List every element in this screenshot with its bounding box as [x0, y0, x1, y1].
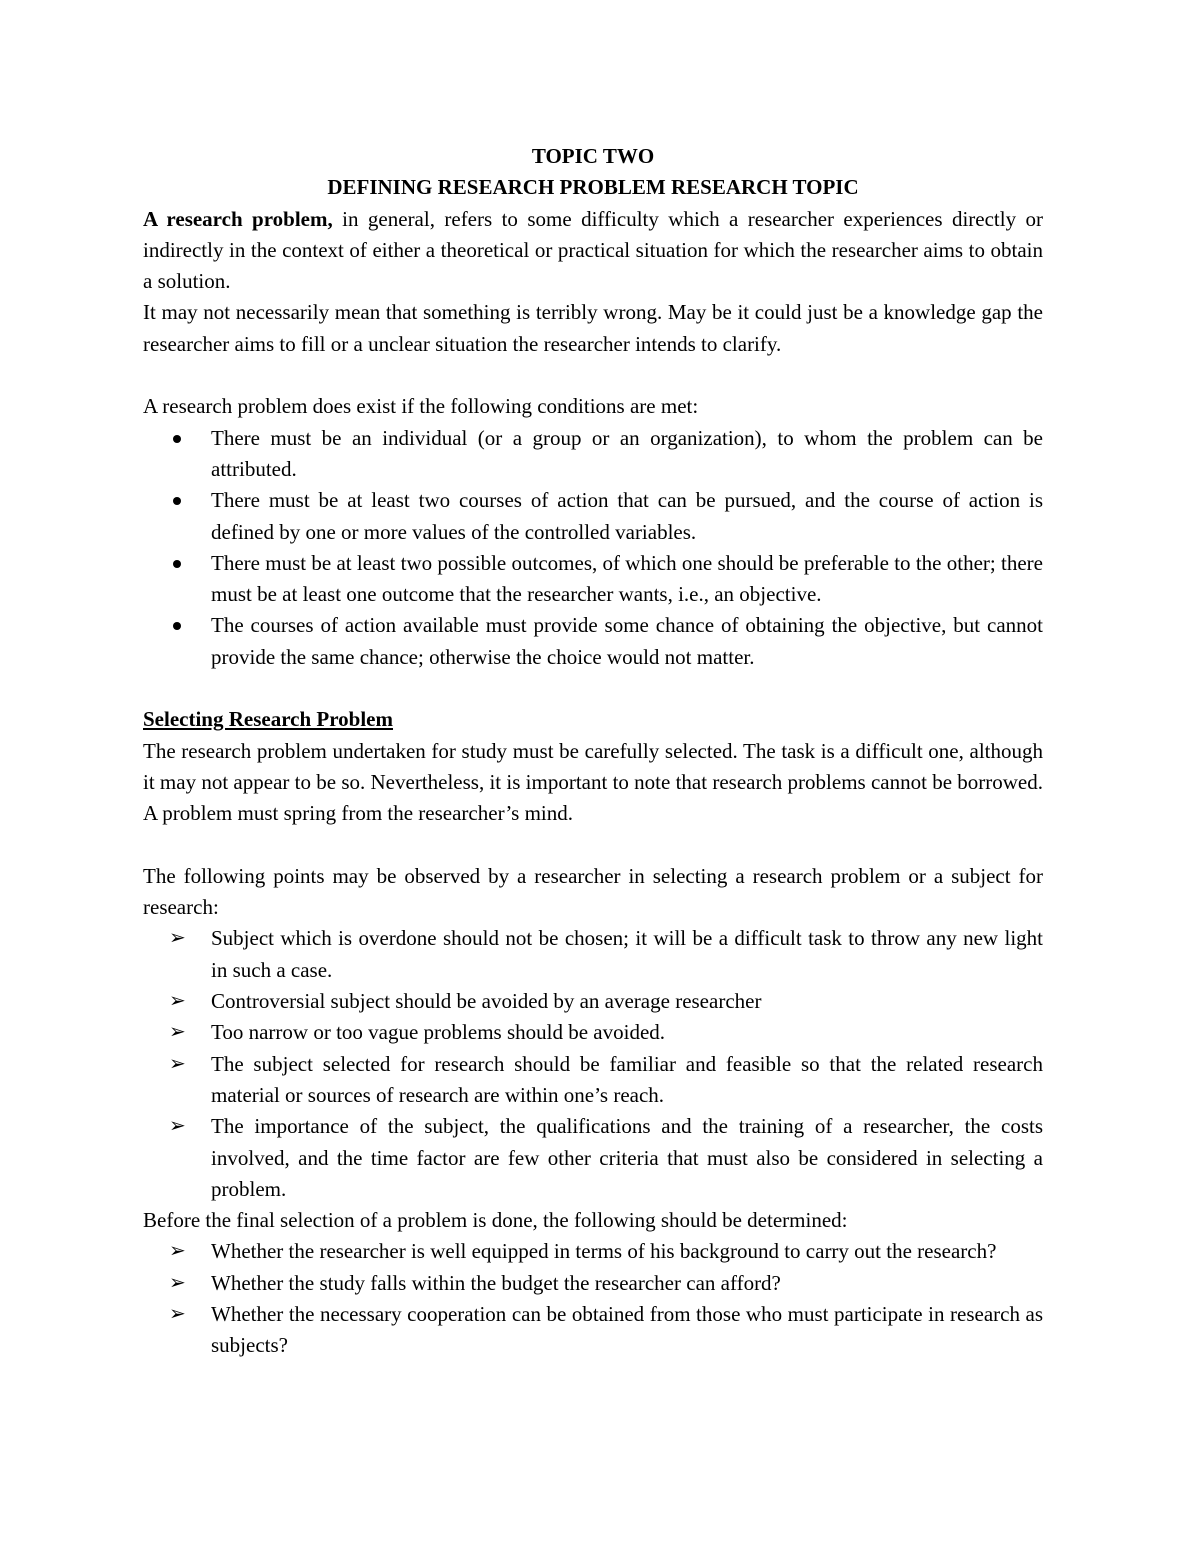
before-list: [143, 1236, 1043, 1361]
list-item: [143, 1111, 1043, 1205]
list-item: [143, 610, 1043, 673]
list-item: [143, 1299, 1043, 1362]
list-item-text: There must be an individual (or a group or an organization), to whom the problem can be attributed.: [211, 425, 1043, 481]
bullet-icon: [173, 435, 181, 443]
list-item-text: Whether the study falls within the budget the researcher can afford?: [211, 1270, 781, 1295]
intro-bold-lead: A research problem,: [143, 206, 333, 231]
spacer: [143, 360, 1043, 391]
list-item-text: The importance of the subject, the qualifications and the training of a researcher, the costs involved, and the time factor are few other criteria that must also be considered in selecting a problem.: [211, 1114, 1043, 1201]
list-item-text: The subject selected for research should be familiar and feasible so that the related research material or sources of research are within one’s reach.: [211, 1051, 1043, 1107]
knowledge-gap-paragraph: It may not necessarily mean that something is terribly wrong. May be it could just be a knowledge gap the researcher aims to fill or a unclear situation the researcher intends to clarify.: [143, 300, 1043, 356]
list-item-text: Too narrow or too vague problems should be avoided.: [211, 1020, 666, 1045]
document-page: [143, 141, 1043, 1362]
intro-text: in general, refers to some difficulty which a researcher experiences directly or indirectly in the context of either a theoretical or practical situation for which the researcher aims to obtain a solution.: [143, 206, 1044, 294]
topic-title: TOPIC TWO: [531, 144, 655, 168]
bullet-icon: [173, 622, 181, 630]
topic-subtitle: DEFINING RESEARCH PROBLEM RESEARCH TOPIC: [327, 175, 859, 200]
list-item: [143, 1017, 1043, 1048]
section-heading: Selecting Research Problem: [143, 707, 394, 732]
bullet-icon: [173, 497, 181, 505]
list-item-text: Whether the necessary cooperation can be obtained from those who must participate in research as subjects?: [211, 1301, 1043, 1358]
arrow-bullet-icon: ➢: [169, 1302, 186, 1325]
arrow-bullet-icon: ➢: [169, 990, 186, 1013]
list-item-text: There must be at least two possible outcomes, of which one should be preferable to the other; there must be at least one outcome that the researcher wants, i.e., an objective.: [211, 550, 1043, 607]
before-lead: Before the final selection of a problem is done, the following should be determined:: [143, 1208, 848, 1233]
arrow-bullet-icon: ➢: [169, 1240, 186, 1263]
points-lead: The following points may be observed by a researcher in selecting a research problem or a subject for research:: [143, 863, 1043, 920]
intro-paragraph: [143, 204, 1043, 298]
list-item-text: Controversial subject should be avoided by an average researcher: [211, 989, 762, 1014]
list-item: [143, 986, 1043, 1017]
conditions-list: [143, 423, 1043, 673]
list-item-text: There must be at least two courses of action that can be pursued, and the course of action is defined by one or more values of the controlled variables.: [211, 488, 1043, 544]
list-item: [143, 1268, 1043, 1299]
list-item: [143, 1049, 1043, 1112]
list-item-text: The courses of action available must provide some chance of obtaining the objective, but cannot provide the same chance; otherwise the choice would not matter.: [211, 613, 1043, 669]
list-item-text: Subject which is overdone should not be chosen; it will be a difficult task to throw any new light in such a case.: [211, 926, 1043, 982]
arrow-bullet-icon: ➢: [169, 1052, 186, 1075]
arrow-bullet-icon: ➢: [169, 1115, 186, 1138]
points-list: [143, 923, 1043, 1205]
list-item: [143, 485, 1043, 548]
list-item-text: Whether the researcher is well equipped in terms of his background to carry out the research?: [211, 1239, 997, 1264]
list-item: [143, 548, 1043, 611]
spacer: [143, 830, 1043, 861]
arrow-bullet-icon: ➢: [169, 1271, 186, 1294]
list-item: [143, 1236, 1043, 1267]
spacer: [143, 673, 1043, 704]
list-item: [143, 923, 1043, 986]
conditions-lead: A research problem does exist if the following conditions are met:: [143, 394, 699, 419]
bullet-icon: [173, 560, 181, 568]
list-item: [143, 423, 1043, 486]
selecting-paragraph: The research problem undertaken for study must be carefully selected. The task is a difficult one, although it may not appear to be so. Nevertheless, it is important to note that research problems cannot be borrowed. A problem must spring from the researcher’s mind.: [143, 738, 1043, 826]
arrow-bullet-icon: ➢: [169, 1021, 186, 1044]
arrow-bullet-icon: ➢: [169, 927, 186, 950]
